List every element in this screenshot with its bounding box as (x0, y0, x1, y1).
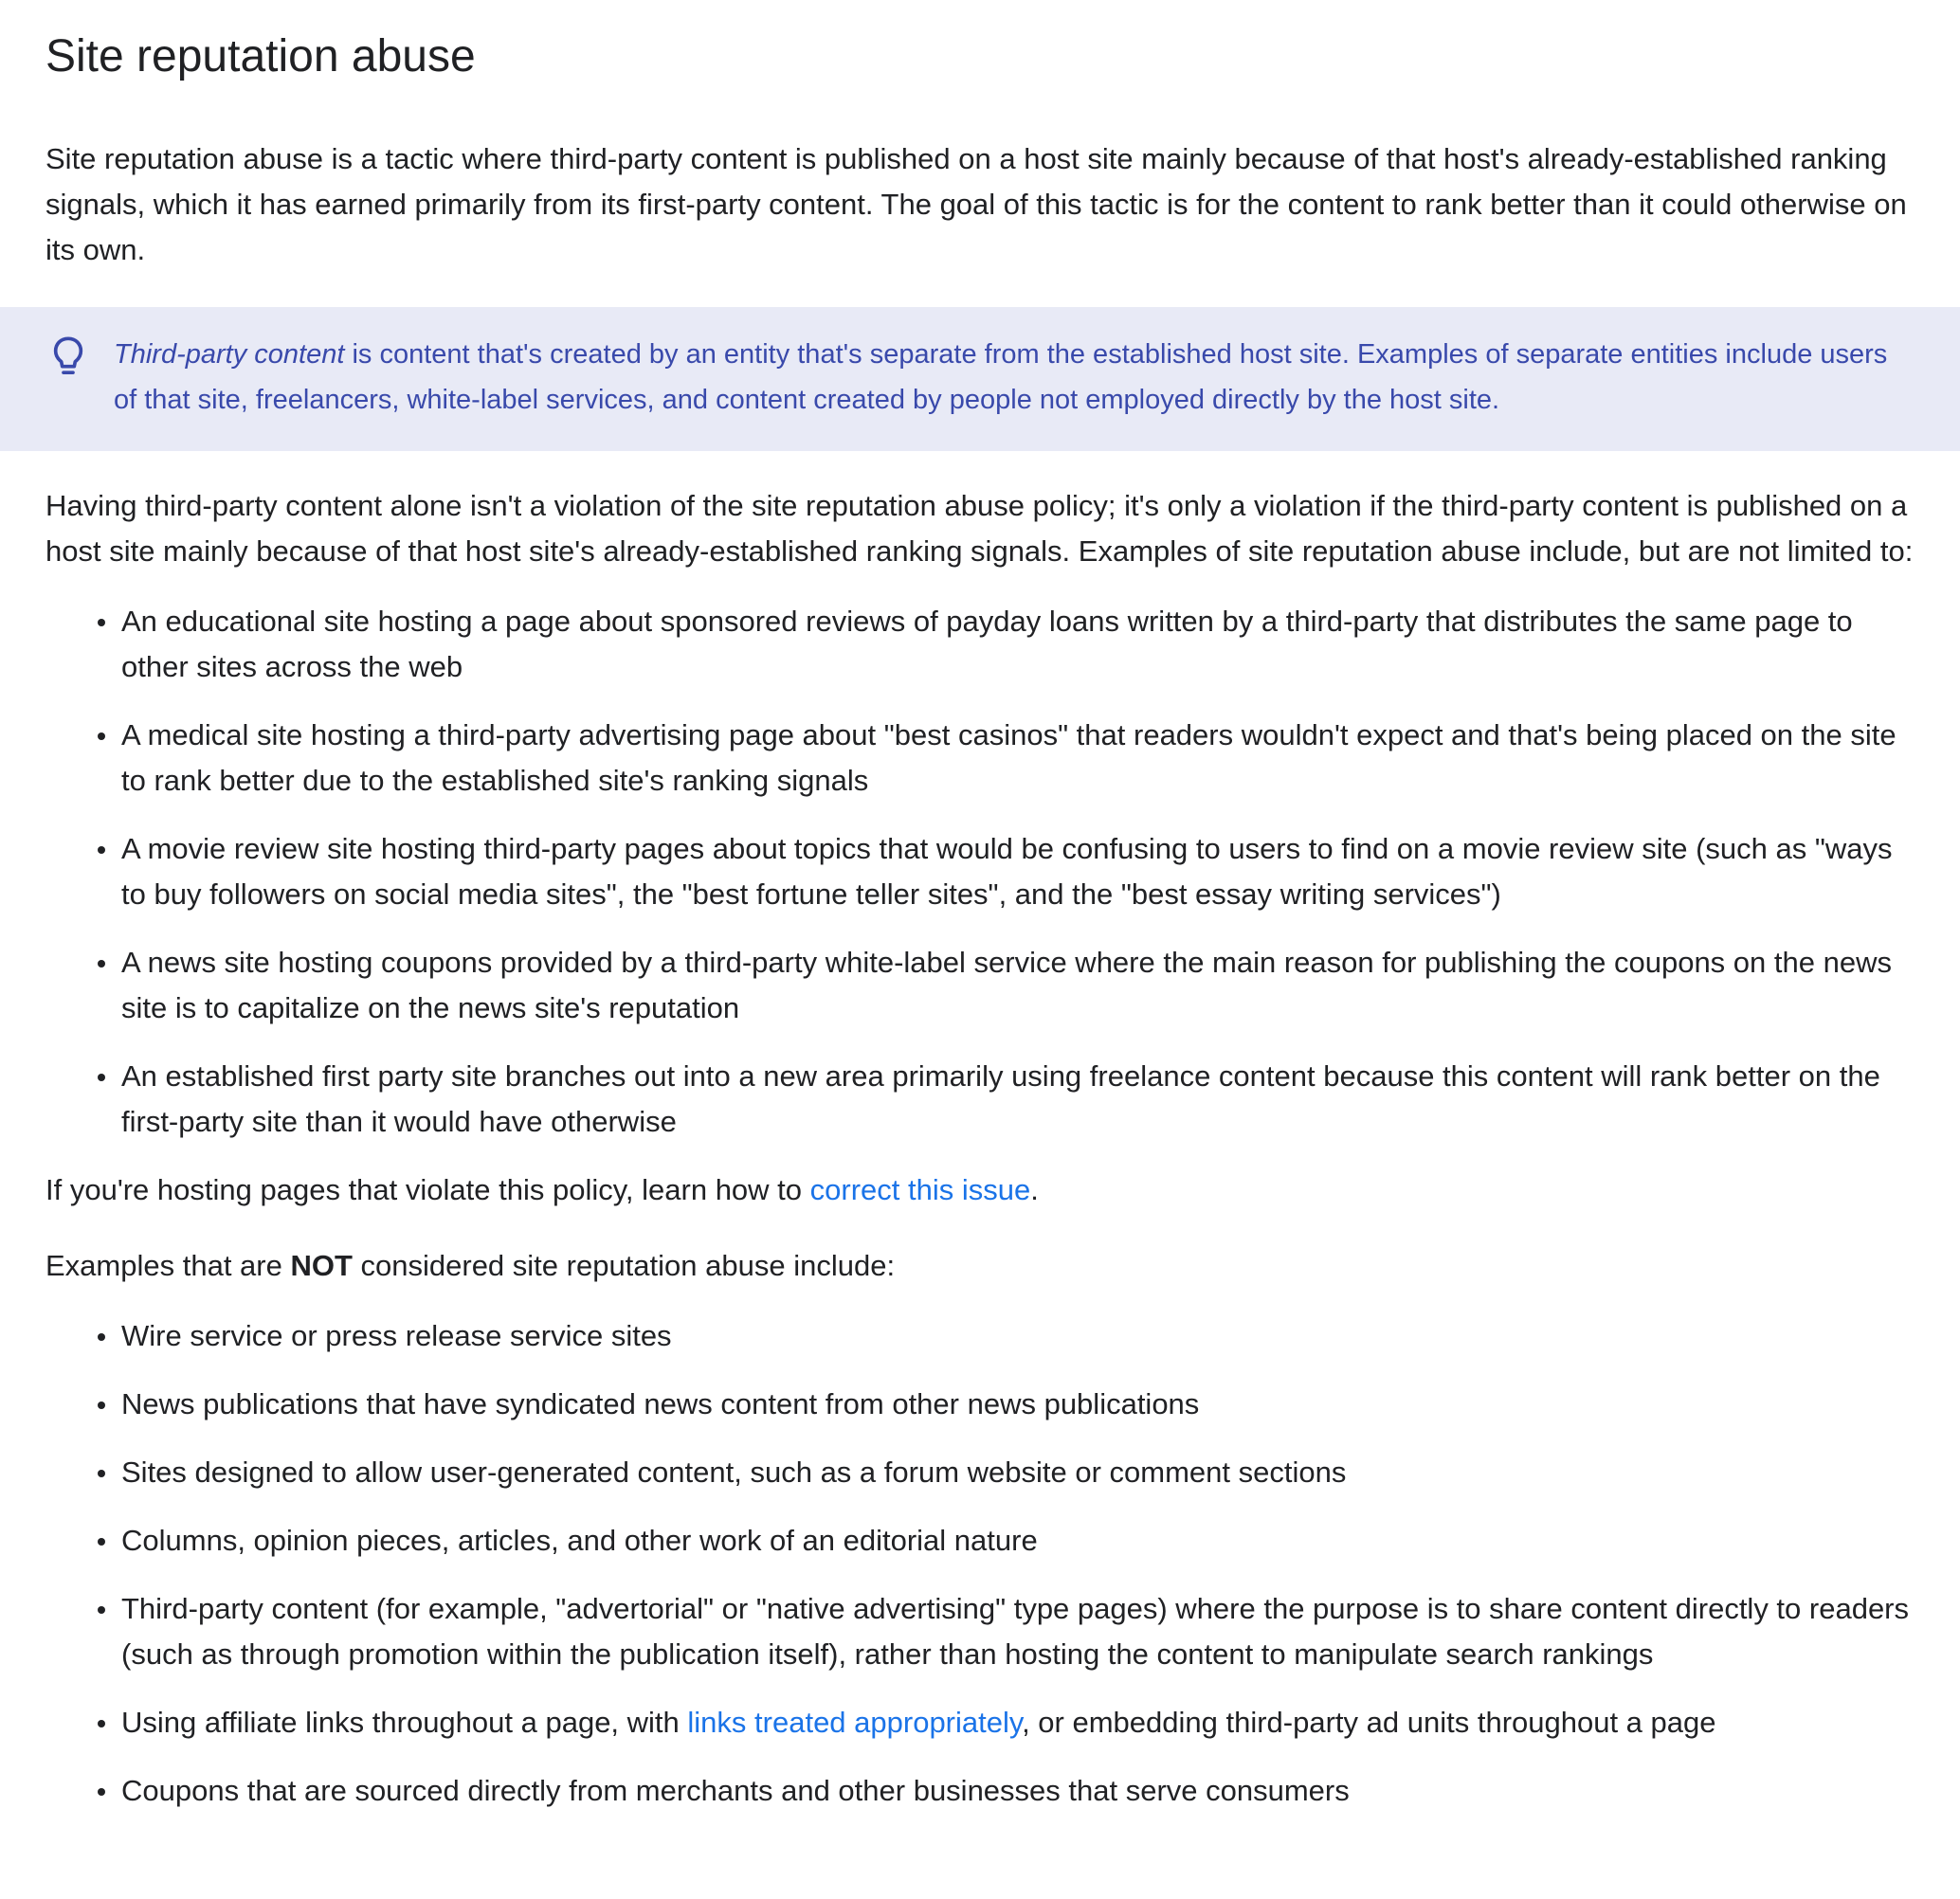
not-abuse-intro (45, 1243, 1915, 1289)
lightbulb-icon (49, 335, 87, 383)
list-item: News publications that have syndicated news content from other news publications (121, 1382, 1915, 1427)
list-item: An established first party site branches out into a new area primarily using freelance content because this content will rank better on the first-party site than it would have otherwise (121, 1054, 1915, 1145)
intro-paragraph: Site reputation abuse is a tactic where third-party content is published on a host site mainly because of that host's already-established ranking signals, which it has earned primarily from its first-party content. The goal of this tactic is for the content to rank better than it could otherwise on its own. (45, 142, 1907, 266)
affiliate-text-after: , or embedding third-party ad units throughout a page (1022, 1706, 1716, 1739)
list-item: Wire service or press release service sites (121, 1313, 1915, 1359)
list-item: A medical site hosting a third-party advertising page about "best casinos" that readers wouldn't expect and that's being placed on the site to rank better due to the established site's ranking signals (121, 713, 1915, 804)
list-item: A movie review site hosting third-party pages about topics that would be confusing to users to find on a movie review site (such as "ways to buy followers on social media sites", the "best fortune teller sites", and the "best essay writing services") (121, 826, 1915, 917)
not-abuse-intro-after: considered site reputation abuse include: (352, 1249, 896, 1282)
list-item: Coupons that are sourced directly from merchants and other businesses that serve consumers (121, 1768, 1915, 1814)
list-item: A news site hosting coupons provided by a third-party white-label service where the main reason for publishing the coupons on the news site is to capitalize on the news site's reputation (121, 940, 1915, 1031)
list-item: Sites designed to allow user-generated content, such as a forum website or comment sections (121, 1450, 1915, 1495)
affiliate-text-before: Using affiliate links throughout a page, with (121, 1706, 688, 1739)
note-callout (0, 307, 1960, 451)
list-item: An educational site hosting a page about sponsored reviews of payday loans written by a third-party that distributes the same page to other sites across the web (121, 599, 1915, 690)
policy-paragraph: Having third-party content alone isn't a violation of the site reputation abuse policy; it's only a violation if the third-party content is published on a host site mainly because of that host site's already-established ranking signals. Examples of site reputation abuse include, but are not limited to: (45, 489, 1914, 568)
not-emphasis: NOT (290, 1249, 353, 1282)
links-treated-appropriately-link[interactable]: links treated appropriately (687, 1706, 1023, 1739)
list-item: Third-party content (for example, "advertorial" or "native advertising" type pages) where the purpose is to share content directly to readers (such as through promotion within the publication itself), rather than hosting the content to manipulate search rankings (121, 1586, 1915, 1677)
note-text (114, 339, 1887, 415)
list-item-affiliate (121, 1700, 1915, 1745)
correct-issue-text: If you're hosting pages that violate this policy, learn how to (45, 1173, 810, 1206)
note-term: Third-party content (114, 339, 345, 370)
list-item: Columns, opinion pieces, articles, and other work of an editorial nature (121, 1518, 1915, 1564)
page-title: Site reputation abuse (45, 31, 476, 81)
abuse-examples-list (45, 599, 1915, 1145)
correct-issue-paragraph (45, 1167, 1915, 1213)
note-body: is content that's created by an entity that's separate from the established host site. Examples of separate entities include users of that site, freelancers, white-label services, and content created by people not employed directly by the host site. (114, 339, 1888, 415)
not-abuse-examples-list (45, 1313, 1915, 1814)
correct-issue-period: . (1030, 1173, 1039, 1206)
correct-issue-link[interactable]: correct this issue (809, 1173, 1031, 1206)
not-abuse-intro-before: Examples that are (45, 1249, 291, 1282)
